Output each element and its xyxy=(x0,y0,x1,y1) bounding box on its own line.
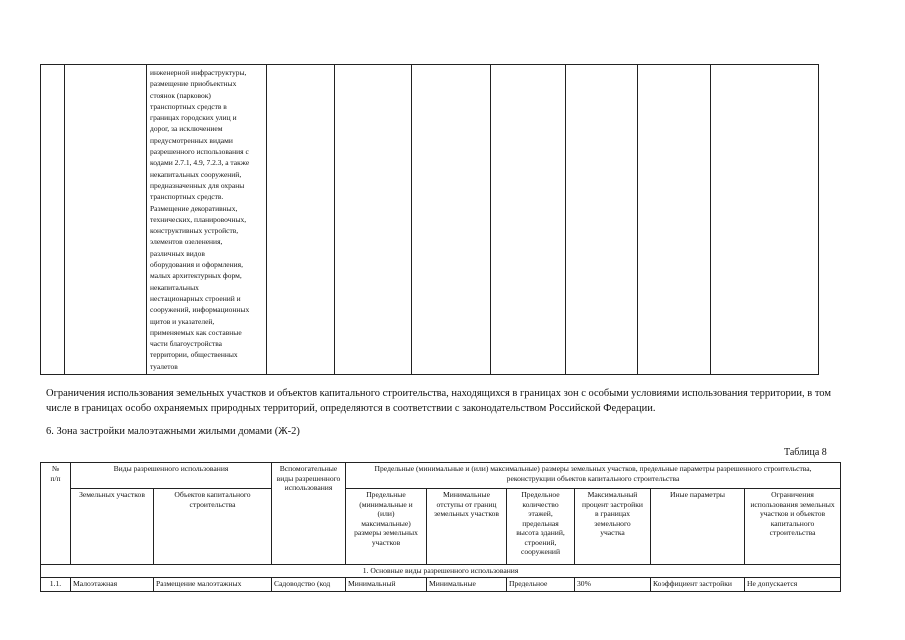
table-label: Таблица 8 xyxy=(784,447,827,458)
cell-empty xyxy=(412,65,491,375)
header-other-params: Иные параметры xyxy=(651,489,745,565)
table-row xyxy=(41,578,841,592)
row-floors: Предельное xyxy=(507,578,575,592)
header-auxiliary: Вспомогательные виды разрешенного использования xyxy=(272,463,346,565)
header-limit-sizes: Предельные (минимальные и (или) максимальные) размеры земельных участков xyxy=(346,489,427,565)
continuation-row xyxy=(41,65,819,375)
restrictions-paragraph-line2: числе в границах особо охраняемых природных территорий, определяются в соответствии с законодательством Российской Федерации. xyxy=(46,403,656,414)
row-land: Малоэтажная xyxy=(71,578,154,592)
cell-capital-objects xyxy=(147,65,267,375)
row-coverage: 30% xyxy=(575,578,651,592)
row-auxiliary: Садоводство (код xyxy=(272,578,346,592)
cell-empty xyxy=(491,65,566,375)
zone-table xyxy=(40,462,841,592)
section-main-uses: 1. Основные виды разрешенного использования xyxy=(41,565,841,578)
header-max-floors: Предельное количество этажей, предельная высота зданий, строений, сооружений xyxy=(507,489,575,565)
header-restrictions: Ограничения использования земельных участков и объектов капитального строительства xyxy=(745,489,841,565)
cell-empty xyxy=(41,65,65,375)
cell-empty xyxy=(711,65,819,375)
header-limits: Предельные (минимальные и (или) максимальные) размеры земельных участков, предельные параметры разрешенного строительства, реконструкции объектов капитального строительства xyxy=(346,463,841,489)
header-land-plots: Земельных участков xyxy=(71,489,154,565)
row-setback: Минимальные xyxy=(427,578,507,592)
header-row-2 xyxy=(41,489,841,565)
row-other: Коэффициент застройки xyxy=(651,578,745,592)
row-limit: Минимальный xyxy=(346,578,427,592)
cell-empty xyxy=(335,65,412,375)
restrictions-paragraph-line1: Ограничения использования земельных участков и объектов капитального строительства, находящихся в границах зон с особыми условиями использования территории, в том xyxy=(46,388,831,399)
section-row xyxy=(41,565,841,578)
cell-empty xyxy=(566,65,638,375)
header-capital-objects: Объектов капитального строительства xyxy=(154,489,272,565)
header-max-coverage: Максимальный процент застройки в границах земельного участка xyxy=(575,489,651,565)
row-num: 1.1. xyxy=(41,578,71,592)
header-num: № п/п xyxy=(41,463,71,565)
continuation-table xyxy=(40,64,819,375)
cell-empty xyxy=(65,65,147,375)
header-min-setbacks: Минимальные отступы от границ земельных участков xyxy=(427,489,507,565)
row-capital: Размещение малоэтажных xyxy=(154,578,272,592)
header-permitted-uses: Виды разрешенного использования xyxy=(71,463,272,489)
section-title: 6. Зона застройки малоэтажными жилыми домами (Ж-2) xyxy=(46,426,300,437)
cell-empty xyxy=(638,65,711,375)
continuation-text: инженерной инфраструктуры, размещение приобъектных стоянок (парковок) транспортных средств в границах городских улиц и дорог, за исключением предусмотренных видами разрешенного использования с кодами 2.7.1, 4.9, 7.2.3, а также некапитальных сооружений, предназначенных для охраны транспортных средств. Размещение декоративных, технических, планировочных, конструктивных устройств, элементов озеленения, различных видов оборудования и оформления, малых архитектурных форм, некапитальных нестационарных строений и сооружений, информационных щитов и указателей, применяемых как составные части благоустройства территории, общественных туалетов xyxy=(150,68,250,371)
header-row-1 xyxy=(41,463,841,489)
row-restriction: Не допускается xyxy=(745,578,841,592)
cell-empty xyxy=(267,65,335,375)
